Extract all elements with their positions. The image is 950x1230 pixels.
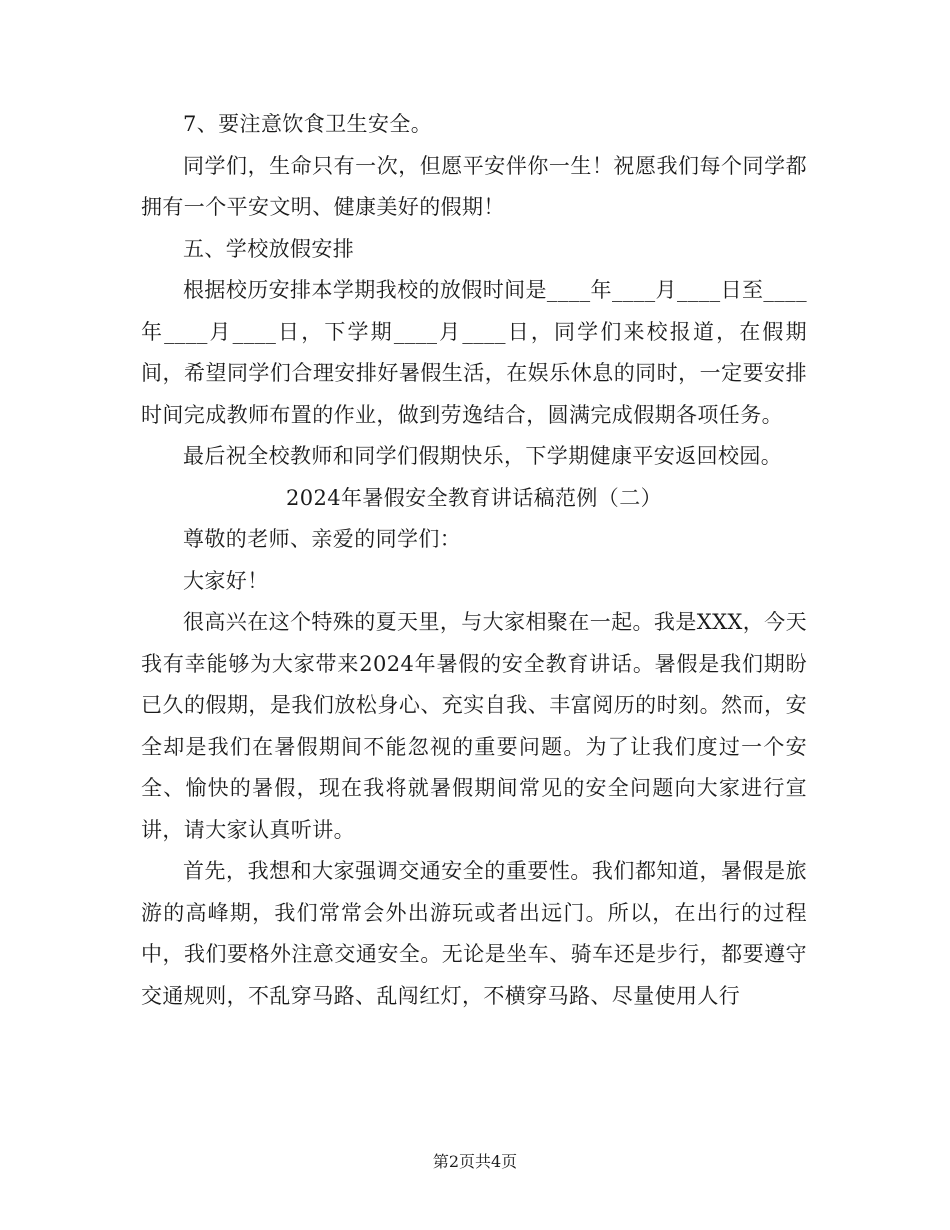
greeting: 大家好！ [183, 568, 269, 593]
document-body [141, 104, 807, 1017]
section-heading: 五、学校放假安排 [183, 236, 355, 261]
salutation: 尊敬的老师、亲爱的同学们： [183, 527, 462, 551]
paragraph: 最后祝全校教师和同学们假期快乐，下学期健康平安返回校园。 [183, 444, 783, 468]
section-title: 2024年暑假安全教育讲话稿范例（二） [285, 485, 663, 510]
paragraph: 很高兴在这个特殊的夏天里，与大家相聚在一起。我是XXX，今天我有幸能够为大家带来2024年暑假的安全教育讲话。暑假是我们期盼已久的假期，是我们放松身心、充实自我、丰富阅历的时刻。然而，安全却是我们在暑假期间不能忽视的重要问题。为了让我们度过一个安全、愉快的暑假，现在我将就暑假期间常见的安全问题向大家进行宣讲，请大家认真听讲。 [141, 610, 807, 842]
paragraph: 根据校历安排本学期我校的放假时间是____年____月____日至____年____月____日，下学期____月____日，同学们来校报道，在假期间，希望同学们合理安排好暑假生活，在娱乐休息的同时，一定要安排时间完成教师布置的作业，做到劳逸结合，圆满完成假期各项任务。 [141, 278, 807, 427]
page-number: 第2页共4页 [432, 1152, 518, 1171]
paragraph: 首先，我想和大家强调交通安全的重要性。我们都知道，暑假是旅游的高峰期，我们常常会外出游玩或者出远门。所以，在出行的过程中，我们要格外注意交通安全。无论是坐车、骑车还是步行，都要遵守交通规则，不乱穿马路、乱闯红灯，不横穿马路、尽量使用人行 [141, 859, 807, 1008]
paragraph: 7、要注意饮食卫生安全。 [183, 112, 433, 136]
paragraph: 同学们，生命只有一次，但愿平安伴你一生！祝愿我们每个同学都拥有一个平安文明、健康美好的假期！ [141, 153, 807, 219]
